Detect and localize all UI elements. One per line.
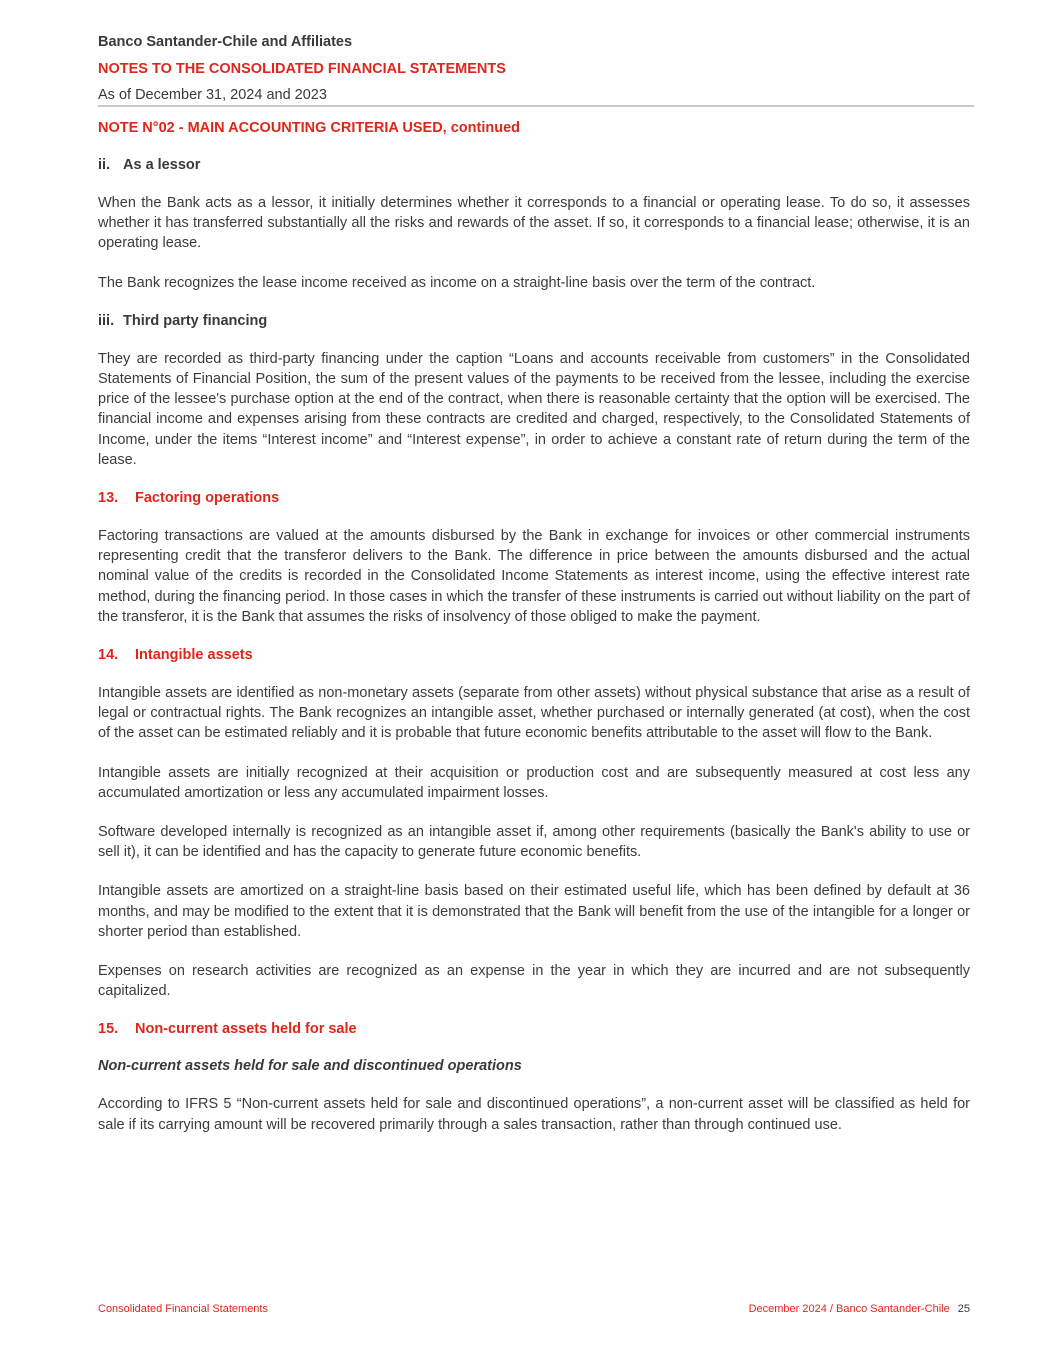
- note-title: NOTE N°02 - MAIN ACCOUNTING CRITERIA USED, continued: [98, 120, 521, 136]
- footer-right: [749, 1303, 970, 1315]
- intangible-paragraph-2: Intangible assets are initially recognized at their acquisition or production cost and are subsequently measured at cost less any accumulated amortization or less any accumulated impairment losses.: [98, 764, 970, 801]
- noncurrent-heading: [98, 1020, 970, 1038]
- header-date: As of December 31, 2024 and 2023: [98, 87, 327, 103]
- noncurrent-paragraph: According to IFRS 5 “Non-current assets held for sale and discontinued operations”, a non-current asset will be classified as held for sale if its carrying amount will be recovered primarily through a sales transaction, rather than through continued use.: [98, 1096, 970, 1133]
- intangible-number: 14.: [98, 647, 119, 664]
- lessor-paragraph-1: When the Bank acts as a lessor, it initially determines whether it corresponds to a financial or operating lease. To do so, it assesses whether it has transferred substantially all the risks and rewards of the asset. If so, it corresponds to a financial lease; otherwise, it is an operating lease.: [98, 195, 970, 252]
- lessor-title: As a lessor: [123, 157, 201, 173]
- third-party-number: iii.: [98, 312, 115, 329]
- header-company: Banco Santander-Chile and Affiliates: [98, 34, 353, 50]
- intangible-title: Intangible assets: [135, 647, 253, 664]
- factoring-heading: [98, 489, 970, 507]
- footer-left: Consolidated Financial Statements: [98, 1303, 268, 1315]
- intangible-heading: [98, 646, 970, 664]
- factoring-paragraph: Factoring transactions are valued at the amounts disbursed by the Bank in exchange for invoices or other commercial instruments representing credit that the transferor delivers to the Bank. The difference in price between the amounts disbursed and the actual nominal value of the credits is recorded in the Consolidated Income Statements as interest income, using the effective interest rate method, during the financing period. In those cases in which the transfer of these instruments is carried out without liability on the part of the transferor, it is the Bank that assumes the risks of insolvency of those obliged to make the payment.: [98, 528, 970, 625]
- intangible-paragraph-5: Expenses on research activities are recognized as an expense in the year in which they are incurred and are not subsequently capitalized.: [98, 963, 970, 1000]
- noncurrent-title: Non-current assets held for sale: [135, 1021, 357, 1038]
- content: [98, 119, 970, 1135]
- intangible-paragraph-3: Software developed internally is recognized as an intangible asset if, among other requirements (basically the Bank's ability to use or sell it), it can be identified and has the capacity to generate future economic benefits.: [98, 824, 970, 861]
- lessor-paragraph-2: The Bank recognizes the lease income received as income on a straight-line basis over the term of the contract.: [98, 274, 816, 291]
- factoring-number: 13.: [98, 490, 119, 507]
- noncurrent-subtitle: Non-current assets held for sale and discontinued operations: [98, 1058, 522, 1075]
- intangible-paragraph-4: Intangible assets are amortized on a straight-line basis based on their estimated useful life, which has been defined by default at 36 months, and may be modified to the extent that it is demonstrated that the Bank will benefit from the use of the intangible for a longer or shorter period than established.: [98, 883, 970, 940]
- third-party-heading: [98, 312, 970, 330]
- lessor-number: ii.: [98, 157, 111, 173]
- third-party-paragraph: They are recorded as third-party financing under the caption “Loans and accounts receivable from customers” in the Consolidated Statements of Financial Position, the sum of the present values of the payments to be received from the lessee, including the exercise price of the lessee's purchase option at the end of the contract, when there is reasonable certainty that the option will be exercised. The financial income and expenses arising from these contracts are credited and charged, respectively, to the Consolidated Statements of Income, under the items “Interest income” and “Interest expense”, in order to achieve a constant rate of return during the term of the lease.: [98, 350, 970, 468]
- page-number: 25: [957, 1303, 970, 1315]
- lessor-heading: [98, 156, 970, 174]
- footer-right-text: December 2024 / Banco Santander-Chile: [748, 1303, 950, 1315]
- noncurrent-number: 15.: [98, 1021, 119, 1038]
- header-notes-title: NOTES TO THE CONSOLIDATED FINANCIAL STATEMENTS: [98, 61, 506, 77]
- third-party-title: Third party financing: [123, 312, 268, 329]
- intangible-paragraph-1: Intangible assets are identified as non-monetary assets (separate from other assets) without physical substance that arise as a result of legal or contractual rights. The Bank recognizes an intangible asset, whether purchased or internally generated (at cost), when the cost of the asset can be estimated reliably and it is probable that future economic benefits attributable to the asset will flow to the Bank.: [98, 685, 970, 742]
- header-divider: [98, 105, 974, 107]
- factoring-title: Factoring operations: [135, 490, 280, 507]
